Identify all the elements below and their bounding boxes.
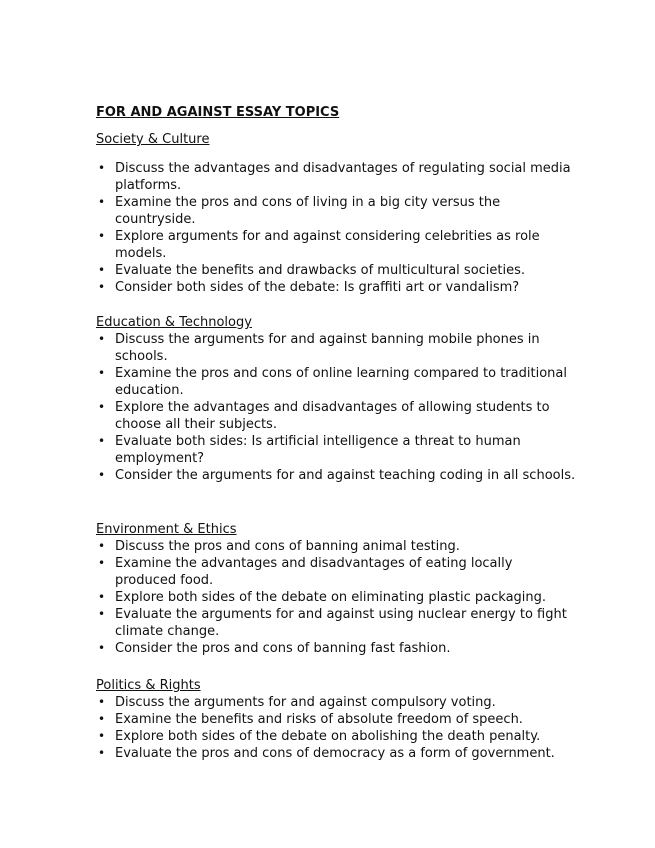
list-item	[96, 433, 576, 467]
bullet-icon: •	[98, 400, 106, 414]
topic-list	[96, 694, 576, 762]
bullet-icon: •	[98, 332, 106, 346]
list-item	[96, 745, 576, 762]
list-item	[96, 399, 576, 433]
section-heading: Education & Technology	[96, 315, 252, 330]
bullet-icon: •	[98, 161, 106, 175]
bullet-icon: •	[98, 641, 106, 655]
list-item	[96, 711, 576, 728]
list-item	[96, 160, 576, 194]
topic-text: Discuss the arguments for and against compulsory voting.	[115, 695, 496, 710]
topic-text: Examine the advantages and disadvantages of eating locally produced food.	[115, 556, 513, 588]
list-item	[96, 331, 576, 365]
list-item	[96, 640, 576, 657]
topic-text: Explore both sides of the debate on eliminating plastic packaging.	[115, 590, 547, 605]
section-politics-rights	[96, 677, 576, 762]
list-item	[96, 589, 576, 606]
bullet-icon: •	[98, 229, 106, 243]
bullet-icon: •	[98, 695, 106, 709]
section-heading: Politics & Rights	[96, 678, 201, 693]
bullet-icon: •	[98, 434, 106, 448]
section-heading: Society & Culture	[96, 132, 210, 147]
topic-text: Consider the pros and cons of banning fast fashion.	[115, 641, 451, 656]
list-item	[96, 606, 576, 640]
bullet-icon: •	[98, 539, 106, 553]
topic-text: Consider both sides of the debate: Is graffiti art or vandalism?	[115, 280, 520, 295]
topic-text: Examine the pros and cons of living in a big city versus the countryside.	[115, 195, 501, 227]
bullet-icon: •	[98, 590, 106, 604]
topic-text: Consider the arguments for and against teaching coding in all schools.	[115, 468, 576, 483]
list-item	[96, 538, 576, 555]
topic-text: Evaluate the benefits and drawbacks of multicultural societies.	[115, 263, 526, 278]
topic-text: Discuss the pros and cons of banning animal testing.	[115, 539, 460, 554]
bullet-icon: •	[98, 280, 106, 294]
document-title: FOR AND AGAINST ESSAY TOPICS	[96, 105, 340, 120]
topic-text: Evaluate the pros and cons of democracy as a form of government.	[115, 746, 555, 761]
topic-text: Discuss the advantages and disadvantages of regulating social media platforms.	[115, 161, 571, 193]
topic-list	[96, 538, 576, 657]
list-item	[96, 228, 576, 262]
section-society-culture	[96, 131, 576, 296]
list-item	[96, 467, 576, 484]
topic-text: Evaluate both sides: Is artificial intelligence a threat to human employment?	[115, 434, 521, 466]
section-education-technology	[96, 314, 576, 484]
list-item	[96, 194, 576, 228]
list-item	[96, 694, 576, 711]
bullet-icon: •	[98, 607, 106, 621]
bullet-icon: •	[98, 468, 106, 482]
list-item	[96, 365, 576, 399]
topic-text: Examine the benefits and risks of absolute freedom of speech.	[115, 712, 523, 727]
topic-text: Explore arguments for and against considering celebrities as role models.	[115, 229, 540, 261]
bullet-icon: •	[98, 195, 106, 209]
bullet-icon: •	[98, 556, 106, 570]
section-heading: Environment & Ethics	[96, 522, 237, 537]
bullet-icon: •	[98, 263, 106, 277]
topic-text: Discuss the arguments for and against banning mobile phones in schools.	[115, 332, 540, 364]
list-item	[96, 555, 576, 589]
bullet-icon: •	[98, 746, 106, 760]
topic-text: Examine the pros and cons of online learning compared to traditional education.	[115, 366, 567, 398]
topic-text: Explore the advantages and disadvantages of allowing students to choose all their subjects.	[115, 400, 550, 432]
bullet-icon: •	[98, 712, 106, 726]
topic-text: Evaluate the arguments for and against using nuclear energy to fight climate change.	[115, 607, 567, 639]
section-environment-ethics	[96, 521, 576, 657]
list-item	[96, 262, 576, 279]
list-item	[96, 279, 576, 296]
topic-list	[96, 331, 576, 484]
topic-text: Explore both sides of the debate on abolishing the death penalty.	[115, 729, 541, 744]
bullet-icon: •	[98, 729, 106, 743]
list-item	[96, 728, 576, 745]
bullet-icon: •	[98, 366, 106, 380]
topic-list	[96, 160, 576, 296]
